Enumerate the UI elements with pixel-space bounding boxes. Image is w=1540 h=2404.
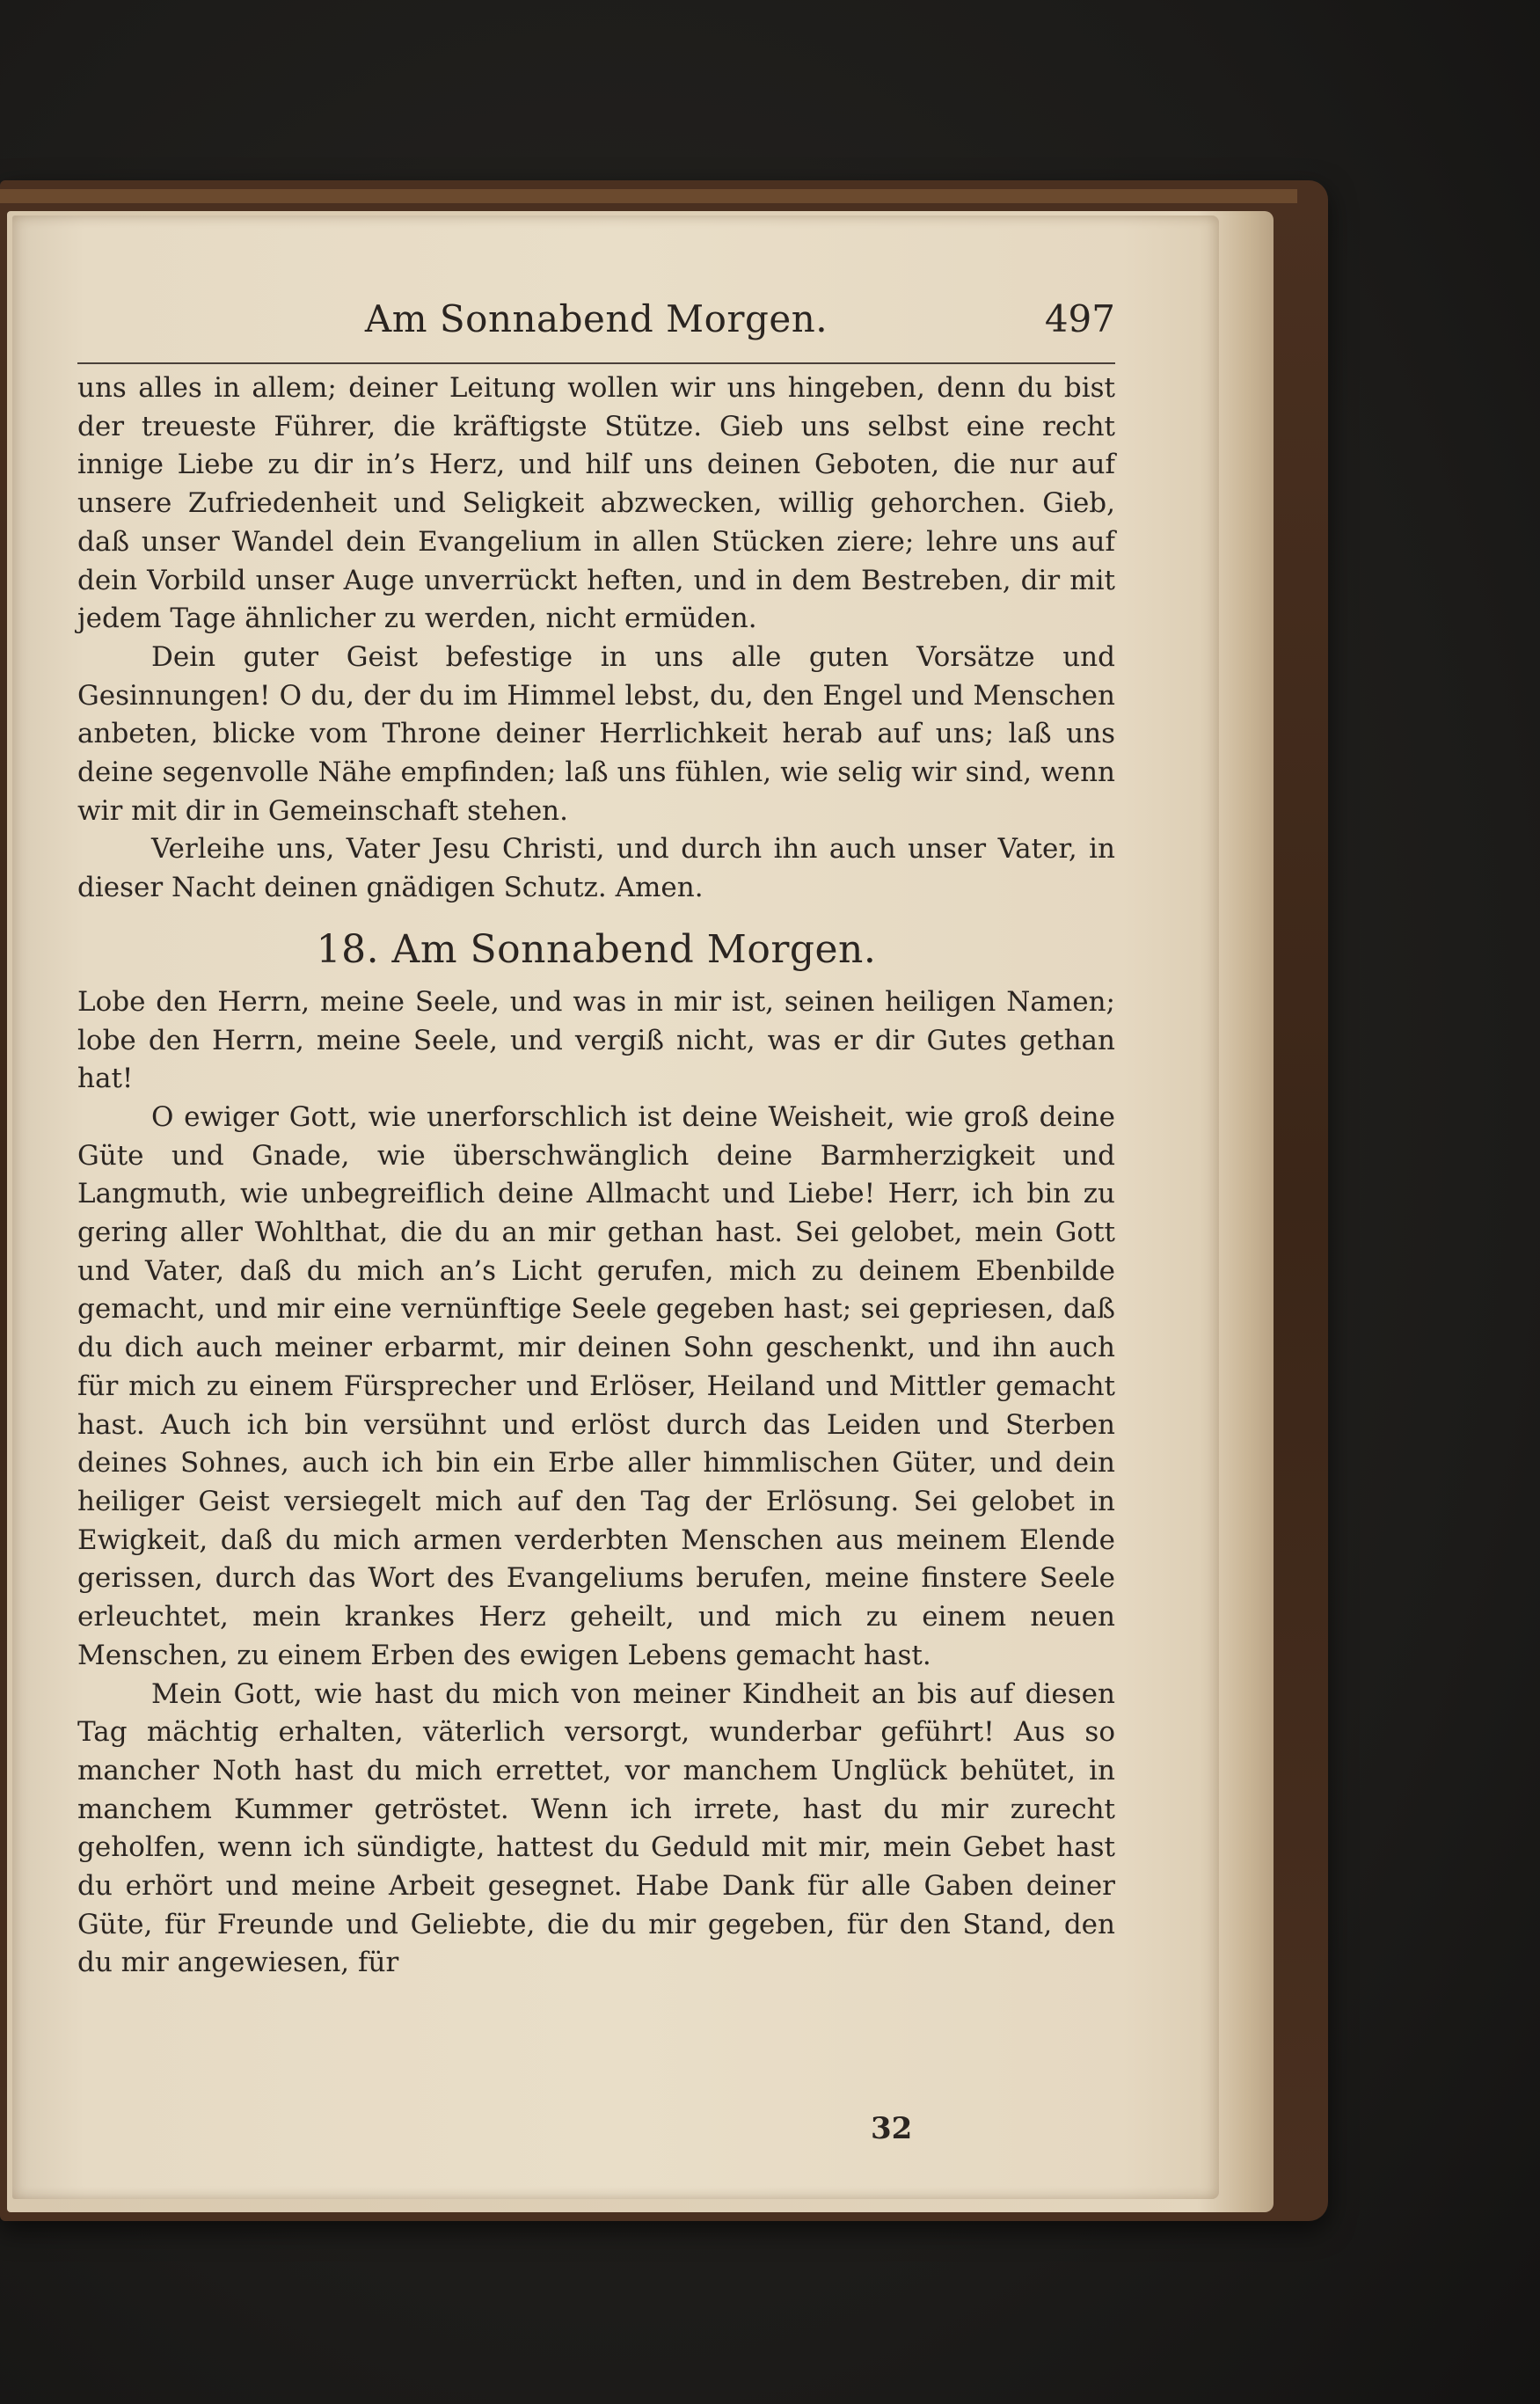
paragraph: Verleihe uns, Vater Jesu Christi, und durch ihn auch unser Vater, in dieser Nacht deinen gnädigen Schutz. Amen. xyxy=(77,833,1115,904)
paragraph: O ewiger Gott, wie unerforschlich ist deine Weisheit, wie groß deine Güte und Gnade, wie überschwänglich deine Barmherzigkeit und Langmuth, wie unbegreiflich deine Allmacht und Liebe! Herr, ich bin zu gering aller Wohlthat, die du an mir gethan hast. Sei gelobet, mein Gott und Vater, daß du mich an’s Licht gerufen, mich zu deinem Ebenbilde gemacht, und mir eine vernünftige Seele gegeben hast; sei gepriesen, daß du dich auch meiner erbarmt, mir deinen Sohn geschenkt, und ihn auch für mich zu einem Fürsprecher und Erlöser, Heiland und Mittler gemacht hast. Auch ich bin versühnt und erlöst durch das Leiden und Sterben deines Sohnes, auch ich bin ein Erbe aller himmlischen Güter, und dein heiliger Geist versiegelt mich auf den Tag der Erlösung. Sei gelobet in Ewigkeit, daß du mich armen verderbten Menschen aus meinem Elende gerissen, durch das Wort des Evangeliums berufen, meine finstere Seele erleuchtet, mein krankes Herz geheilt, und mich zu einem neuen Menschen, zu einem Erben des ewigen Lebens gemacht hast. xyxy=(77,1100,1115,1671)
running-title: Am Sonnabend Morgen. xyxy=(364,297,828,340)
book-cover-edge xyxy=(0,189,1297,203)
header-rule xyxy=(77,362,1115,364)
paragraph: Lobe den Herrn, meine Seele, und was in mir ist, seinen heiligen Namen; lobe den Herrn, meine Seele, und vergiß nicht, was er dir Gutes gethan hat! xyxy=(77,985,1115,1095)
paragraph: Mein Gott, wie hast du mich von meiner Kindheit an bis auf diesen Tag mächtig erhalten, väterlich versorgt, wunderbar geführt! Aus so mancher Noth hast du mich errettet, vor manchem Unglück behütet, in manchem Kummer getröstet. Wenn ich irrete, hast du mir zurecht geholfen, wenn ich sündigte, hattest du Geduld mit mir, mein Gebet hast du erhört und meine Arbeit gesegnet. Habe Dank für alle Gaben deiner Güte, für Freunde und Geliebte, die du mir gegeben, für den Stand, den du mir angewiesen, für xyxy=(77,1677,1115,1979)
page-number: 497 xyxy=(1044,297,1115,340)
page-body xyxy=(77,369,1115,1983)
section-heading: 18. Am Sonnabend Morgen. xyxy=(316,926,877,972)
paragraph: uns alles in allem; deiner Leitung wollen wir uns hingeben, denn du bist der treueste Führer, die kräftigste Stütze. Gieb uns selbst eine recht innige Liebe zu dir in’s Herz, und hilf uns deinen Geboten, die nur auf unsere Zufriedenheit und Seligkeit abzwecken, willig gehorchen. Gieb, daß unser Wandel dein Evangelium in allen Stücken ziere; lehre uns auf dein Vorbild unser Auge unverrückt heften, und in dem Bestreben, dir mit jedem Tage ähnlicher zu werden, nicht ermüden. xyxy=(77,372,1115,635)
signature-mark: 32 xyxy=(871,2111,913,2146)
paragraph: Dein guter Geist befestige in uns alle guten Vorsätze und Gesinnungen! O du, der du im Himmel lebst, du, den Engel und Menschen anbeten, blicke vom Throne deiner Herrlichkeit herab auf uns; laß uns deine segenvolle Nähe empfinden; laß uns fühlen, wie selig wir sind, wenn wir mit dir in Gemeinschaft stehen. xyxy=(77,640,1115,827)
page-header xyxy=(77,290,1115,352)
